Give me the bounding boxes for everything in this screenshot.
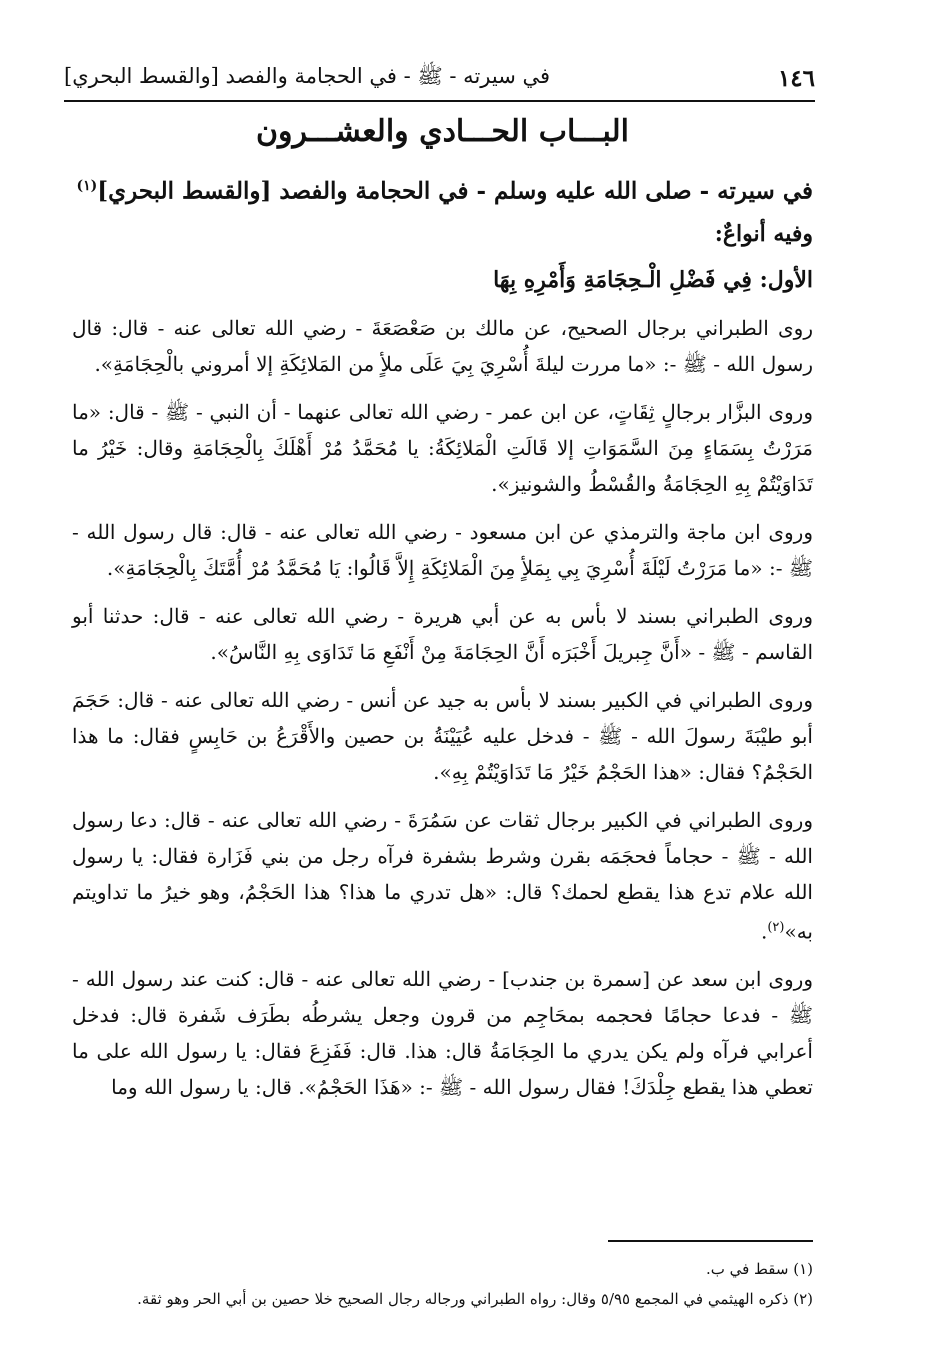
paragraph-5: وروى الطبراني في الكبير بسند لا بأس به جيد عن أنس - رضي الله تعالى عنه - قال: حَجَمَ أبو طيْبَةَ رسولَ الله - ﷺ - فدخل عليه عُيَيْنَةُ بن حصين والأَقْرَعُ بن حَابِسٍ فقال: ما هذا الحَجْمُ؟ فقال: «هذا الحَجْمُ خَيْرُ مَا تَدَاوَيْتُمْ بِهِ». xyxy=(72,687,813,784)
paragraph-7: وروى ابن سعد عن [سمرة بن جندب] - رضي الله تعالى عنه - قال: كنت عند رسول الله - ﷺ - فدعا حجامًا فحجمه بمحَاجِم من قرون وجعل يشرطُه بطَرَف شَفرة قال: فدخل أعرابي فرآه ولم يكن يدري ما الحِجَامَةُ قال: هذا. قال: فَفَزِعَ فقال: يا رسول الله على ما تعطي هذا يقطع جِلْدَكَ! فقال رسول الله - ﷺ -: «هَذَا الحَجْمُ». قال: يا رسول الله وما xyxy=(72,967,813,1100)
paragraph-3: وروى ابن ماجة والترمذي عن ابن مسعود - رضي الله تعالى عنه - قال: قال رسول الله - ﷺ -: «ما مَرَرْتُ لَيْلَةَ أُسْرِيَ بِي بِمَلأٍ مِنَ الْمَلائِكَةِ إِلاَّ قَالُوا: يَا مُحَمَّدُ مُرْ أُمَّتَكَ بِالْحِجَامَةِ». xyxy=(72,519,813,580)
running-title: في سيرته - ﷺ - في الحجامة والفصد [والقسط البحري] xyxy=(64,63,551,88)
paragraph-2: وروى البزَّار برجالٍ ثِقَاتٍ، عن ابن عمر - رضي الله تعالى عنهما - أن النبي - ﷺ - قال: «ما مَرَرْتُ بِسَمَاءٍ مِنَ السَّمَوَاتِ إلا قَالَتِ الْمَلائِكَةُ: يا مُحَمَّدُ مُرْ أَهْلَكَ بِالْحِجَامَةِ وقال: خَيْرُ ما تَدَاوَيْتُمْ بِهِ الحِجَامَةُ والقُسْطُ والشونيز». xyxy=(72,399,813,496)
chapter-title: البـــاب الحـــادي والعشـــرون xyxy=(256,114,629,149)
page-body xyxy=(72,112,813,1117)
footnotes xyxy=(72,1254,813,1314)
page-header xyxy=(64,56,815,102)
paragraph-4: وروى الطبراني بسند لا بأس به عن أبي هريرة - رضي الله تعالى عنه - قال: حدثنا أبو القاسم - ﷺ - «أَنَّ جِبريلَ أَخْبَرَه أَنَّ الحِجَامَةَ مِنْ أَنْفَعِ مَا تَدَاوَى بِهِ النَّاسُ». xyxy=(72,603,813,664)
footnote-ref-1: (١) xyxy=(76,178,98,194)
chapter-subtitle-text: في سيرته - صلى الله عليه وسلم - في الحجامة والفصد [والقسط البحري] xyxy=(97,177,813,205)
chapter-subtitle xyxy=(72,168,813,210)
paragraph-1: روى الطبراني برجال الصحيح، عن مالك بن صَعْصَعَةَ - رضي الله تعالى عنه - قال: قال رسول الله - ﷺ -: «ما مررت ليلةَ أُسْرِيَ بِيَ عَلَى ملأٍ من المَلائِكَةِ إلا أمروني بالْحِجَامَةِ». xyxy=(72,315,814,376)
section-heading-one: الأول: فِي فَضْلِ الْـحِجَامَةِ وَأَمْرِهِ بِهَا xyxy=(493,266,813,293)
page-number: ١٤٦ xyxy=(777,64,815,92)
footnote-2: (٢) ذكره الهيثمي في المجمع ٥/٩٥ وقال: رواه الطبراني ورجاله رجال الصحيح خلا حصين بن أبي الحر وهو ثقة. xyxy=(137,1290,813,1308)
paragraph-6-text: وروى الطبراني في الكبير برجال ثقات عن سَمُرَةَ - رضي الله تعالى عنه - قال: دعا رسول الله - ﷺ - حجاماً فحجَمَه بقرن وشرط بشفرة فرآه رجل من بني فَزَارة فقال: يا رسول الله علام تدع هذا يقطع لحمك؟ قال: «هل تدري ما هذا؟ هذا الحَجْمُ، وهو خيرُ ما تداويتم به» xyxy=(72,807,813,944)
footnote-1: (١) سقط في ب. xyxy=(705,1260,813,1278)
types-label: وفيه أنواعٌ: xyxy=(714,220,813,247)
footnote-divider xyxy=(608,1240,813,1242)
paragraph-6: وروى الطبراني في الكبير برجال ثقات عن سَمُرَةَ - رضي الله تعالى عنه - قال: دعا رسول الله - ﷺ - حجاماً فحجَمَه بقرن وشرط بشفرة فرآه رجل من بني فَزَارة فقال: يا رسول الله علام تدع هذا يقطع لحمك؟ قال: «هل تدري ما هذا؟ هذا الحَجْمُ، وهو خيرُ ما تداويتم به»$^{(٢)}$. xyxy=(72,807,813,944)
footnote-ref-2: (٢) xyxy=(767,919,785,935)
